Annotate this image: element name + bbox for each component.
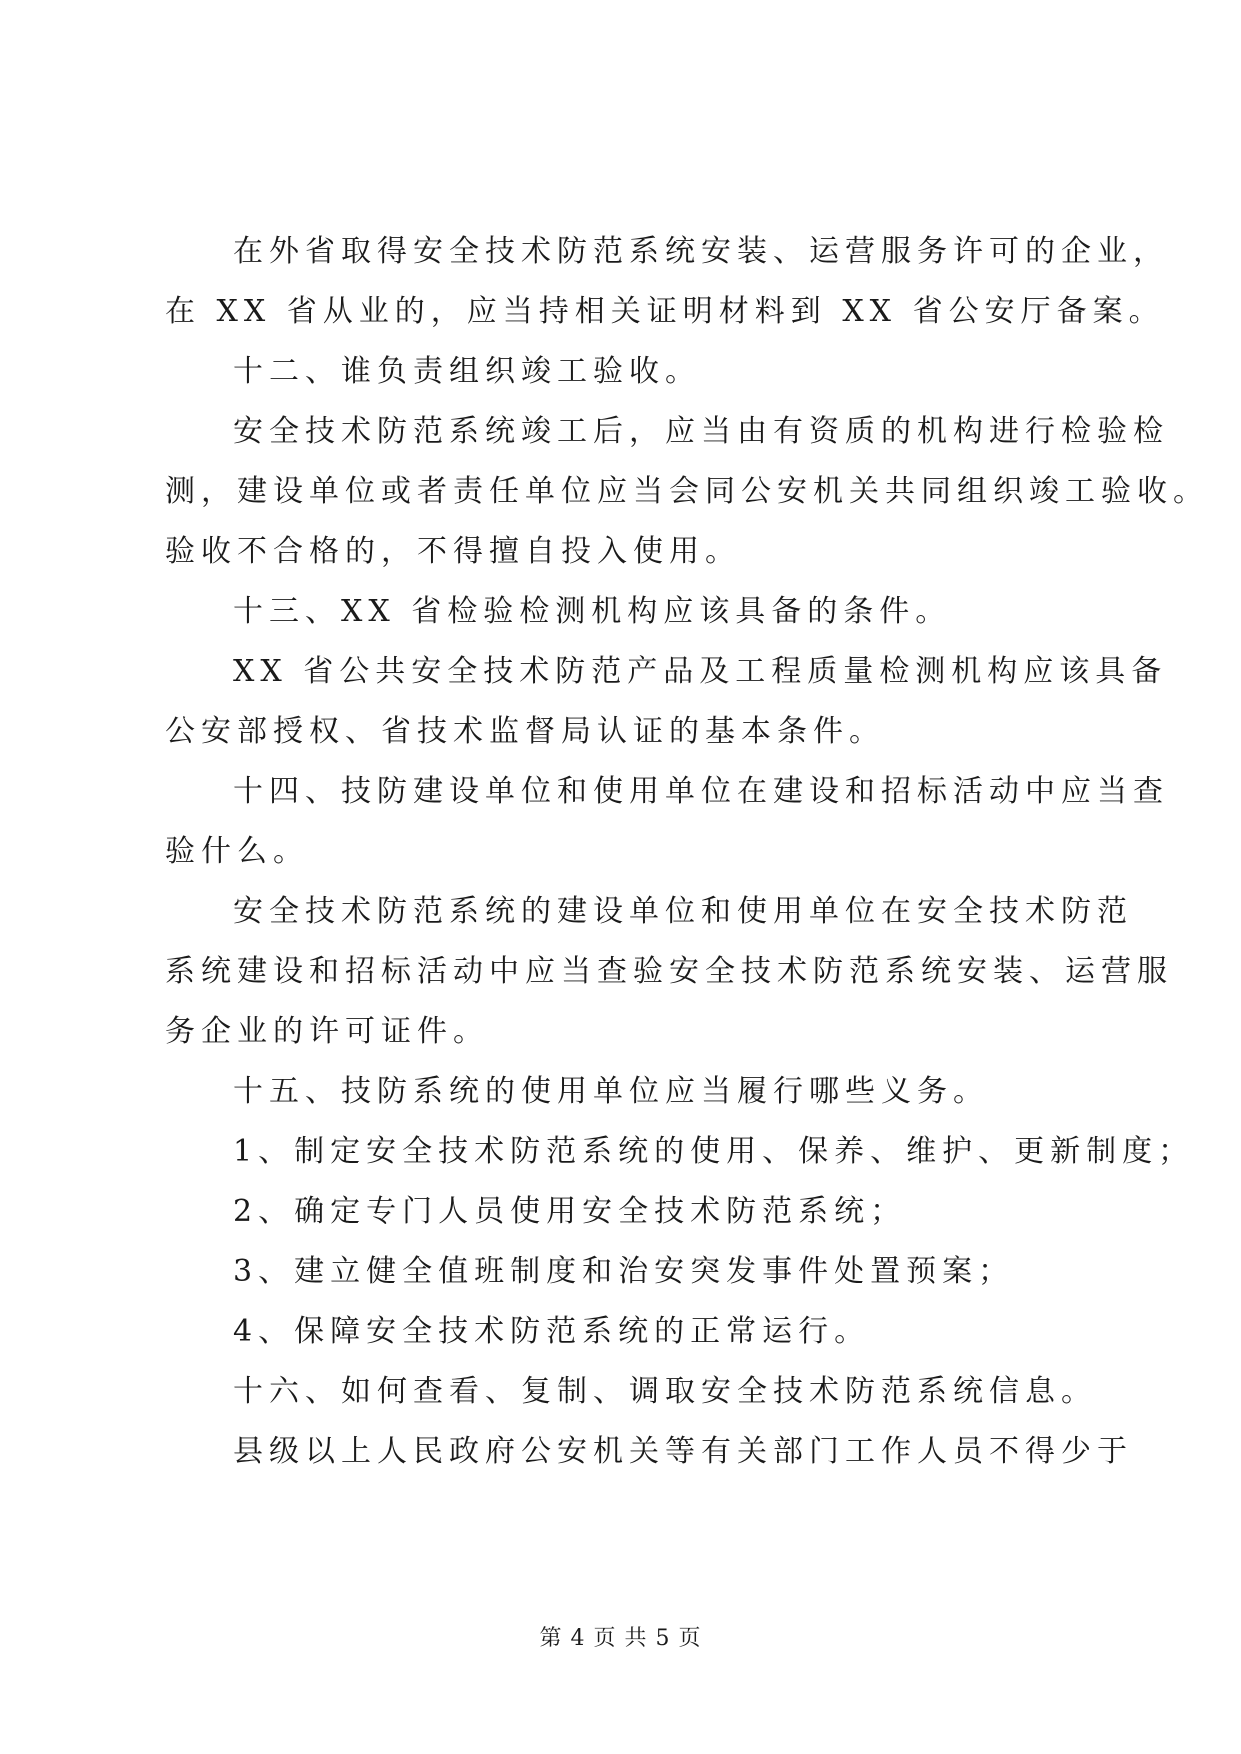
- section-heading-14: 十四、技防建设单位和使用单位在建设和招标活动中应当查: [233, 774, 1169, 809]
- section-heading-12: 十二、谁负责组织竣工验收。: [233, 354, 701, 389]
- text-line-13: 系统建设和招标活动中应当查验安全技术防范系统安装、运营服: [165, 954, 1173, 989]
- section-heading-15: 十五、技防系统的使用单位应当履行哪些义务。: [233, 1074, 989, 1109]
- text-line-9: 公安部授权、省技术监督局认证的基本条件。: [165, 714, 885, 749]
- text-line-1: 在外省取得安全技术防范系统安装、运营服务许可的企业，: [233, 234, 1169, 269]
- text-line-12: 安全技术防范系统的建设单位和使用单位在安全技术防范: [233, 894, 1133, 929]
- text-line-21: 县级以上人民政府公安机关等有关部门工作人员不得少于: [233, 1434, 1133, 1469]
- page-number-footer: 第 4 页 共 5 页: [539, 1626, 702, 1651]
- text-line-4: 安全技术防范系统竣工后，应当由有资质的机构进行检验检: [233, 414, 1169, 449]
- section-heading-13: 十三、XX 省检验检测机构应该具备的条件。: [233, 594, 952, 629]
- list-item-2: 2、确定专门人员使用安全技术防范系统；: [233, 1194, 907, 1229]
- section-heading-16: 十六、如何查看、复制、调取安全技术防范系统信息。: [233, 1374, 1097, 1409]
- text-line-6: 验收不合格的，不得擅自投入使用。: [165, 534, 741, 569]
- text-line-11: 验什么。: [165, 834, 309, 869]
- text-line-2: 在 XX 省从业的，应当持相关证明材料到 XX 省公安厅备案。: [165, 294, 1165, 329]
- list-item-4: 4、保障安全技术防范系统的正常运行。: [233, 1314, 871, 1349]
- text-line-14: 务企业的许可证件。: [165, 1014, 489, 1049]
- text-line-8: XX 省公共安全技术防范产品及工程质量检测机构应该具备: [233, 654, 1168, 689]
- list-item-1: 1、制定安全技术防范系统的使用、保养、维护、更新制度；: [233, 1134, 1195, 1169]
- text-line-5: 测，建设单位或者责任单位应当会同公安机关共同组织竣工验收。: [165, 474, 1209, 509]
- list-item-3: 3、建立健全值班制度和治安突发事件处置预案；: [233, 1254, 1015, 1289]
